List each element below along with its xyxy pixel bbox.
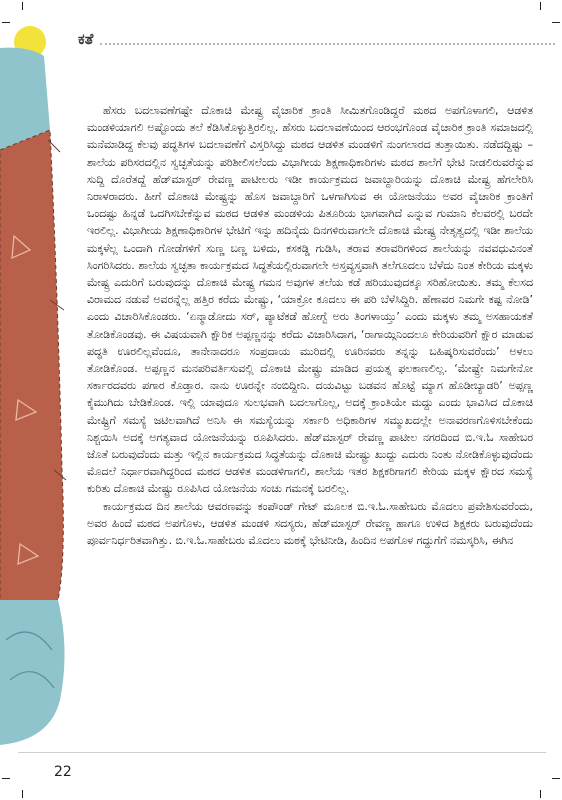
footer-rule <box>18 752 546 753</box>
crop-mark <box>540 790 541 798</box>
paragraph: ಹೆಸರು ಬದಲಾವಣೆಗಷ್ಟೇ ದೊಕಾಚಿ ಮೇಷ್ಟ್ರ ವೈಚಾರಿಕ ಕ್ರಾಂತಿ ಸೀಮಿತಗೊಂಡಿದ್ದರೆ ಮಠದ ಅಪಗೊಳಾಗಲಿ, ಆಡಳಿತ ಮಂಡಳಿಯಾಗಲಿ ಅಷ್ಟೊಂದು ತಲೆ ಕೆಡಿಸಿಕೊಳ್ಳುತ್ತಿರಲಿಲ್ಲ. ಹೆಸರು ಬದಲಾವಣೆಯಿಂದ ಆರಂಭಗೊಂಡ ವೈಚಾರಿಕ ಕ್ರಾಂತಿ ಸಮಾಜದಲ್ಲಿ ಮನೆಮಾಡಿದ್ದ ಕೆಲವು ಪದ್ಧತಿಗಳ ಬದಲಾವಣೆಗೆ ವಿಸ್ತರಿಸಿದ್ದು ಮಠದ ಆಡಳಿತ ಮಂಡಳಿಗೆ ನುಂಗಲಾರದ ತುತ್ತಾಯಿತು. ನಡೆದದ್ದಿಷ್ಟು – ಶಾಲೆಯ ಪರಿಸರದಲ್ಲಿನ ಸ್ವಚ್ಛತೆಯನ್ನು ಪರಿಶೀಲಿಸಲೆಂದು ವಿಭಾಗೀಯ ಶಿಕ್ಷಣಾಧಿಕಾರಿಗಳು ಮಠದ ಶಾಲೆಗೆ ಭೇಟಿ ನೀಡಲಿರುವರೆನ್ನುವ ಸುದ್ದಿ ದೊರೆತದ್ದೆ ಹೆಡ್‌ಮಾಸ್ಟರ್ ರೇವಣ್ಣ ಪಾಟೀಲರು ಇಡೀ ಕಾರ್ಯಕ್ರಮದ ಜವಾಬ್ದಾರಿಯನ್ನು ದೊಕಾಚಿ ಮೇಷ್ಟ್ರ ಹೆಗಲೇರಿಸಿ ನಿರಾಳರಾದರು. ಹೀಗೆ ದೊಕಾಚಿ ಮೇಷ್ಟ್ರನ್ನು ಹೊಸ ಜವಾಬ್ದಾರಿಗೆ ಒಳಗಾಗಿಸುವ ಈ ಯೋಜನೆಯು ಅವರ ವೈಚಾರಿಕ ಕ್ರಾಂತಿಗೆ ಒಂದಷ್ಟು ಹಿನ್ನಡೆ ಒದಗಿಸಬೇಕೆನ್ನುವ ಮಠದ ಆಡಳಿತ ಮಂಡಳಿಯ ಪಿತೂರಿಯ ಭಾಗವಾಗಿದೆ ಎನ್ನುವ ಗುಮಾನಿ ಕೆಲವರಲ್ಲಿ ಬರದೇ ಇರಲಿಲ್ಲ. ವಿಭಾಗೀಯ ಶಿಕ್ಷಣಾಧಿಕಾರಿಗಳ ಭೇಟಿಗೆ ಇನ್ನು ಹದಿನೈದು ದಿನಗಳಿರುವಾಗಲೇ ದೊಕಾಚಿ ಮೇಷ್ಟ್ರ ನೇತೃತ್ವದಲ್ಲಿ ಇಡೀ ಶಾಲೆಯ ಮಕ್ಕಳೆಲ್ಲ ಒಂದಾಗಿ ಗೋಡೆಗಳಿಗೆ ಸುಣ್ಣ ಬಣ್ಣ ಬಳಿದು, ಕಸಕಡ್ಡಿ ಗುಡಿಸಿ, ತರಾವ ತರಾವರಿಗಳಿಂದ ಶಾಲೆಯನ್ನು ನವವಧುವಿನಂತೆ ಸಿಂಗರಿಸಿದರು. ಶಾಲೆಯ ಸ್ವಚ್ಛತಾ ಕಾರ್ಯಕ್ರಮದ ಸಿದ್ಧತೆಯಲ್ಲಿರುವಾಗಲೇ ಅಸ್ತವ್ಯಸ್ತವಾಗಿ ತಲೆಗೂದಲು ಬೆಳೆದು ನಿಂತ ಕೇರಿಯ ಮಕ್ಕಳು ಮೇಷ್ಟ್ರ ಎದುರಿಗೆ ಬರುವುದನ್ನು ದೊಕಾಚಿ ಮೇಷ್ಟ್ರ ಗಮನ ಅವುಗಳ ತಲೆಯ ಕಡೆ ಹರಿಯುವುದಕ್ಕೂ ಸರಿಹೋಯಿತು. ತಮ್ಮ ಕೆಲಸದ ವಿರಾಮದ ನಡುವೆ ಅವರನ್ನೆಲ್ಲ ಹತ್ತಿರ ಕರೆದು ಮೇಷ್ಟ್ರು, ‘ಯಾಕ್ರೋ ಕೂದಲು ಈ ಪರಿ ಬೆಳೆಸಿದ್ದಿರಿ. ಹೆಣಾವರ ನಿಮಗೇ ಕಷ್ಟ ನೋಡಿ’ ಎಂದು ವಿಚಾರಿಸಿಕೊಂಡರು. ‘ಏನ್ಮಾಡೋದು ಸರ್, ಪ್ಯಾಟೆಕಡೆ ಹೋಗ್ಬೆ ಅರು ತಿಂಗಳಾಯ್ತು’ ಎಂದು ಮಕ್ಕಳು ತಮ್ಮ ಅಸಹಾಯಕತೆ ತೋಡಿಕೊಂಡವು. ಈ ವಿಷಯವಾಗಿ ಕ್ಷೌರಿಕ ಅಪ್ಪಣ್ಣನನ್ನು ಕರೆದು ವಿಚಾರಿಸಿದಾಗ, ‘ರಾಗಾಯ್ಗಿನಿಂದಲೂ ಕೇರಿಯವರಿಗೆ ಕ್ಷೌರ ಮಾಡುವ ಪದ್ಧತಿ ಊರಲಿಲ್ಲವೆಂದೂ, ತಾನೇನಾದರೂ ಸಂಪ್ರದಾಯ ಮುರಿದಲ್ಲಿ ಊರಿನವರು ತನ್ನನ್ನು ಬಹಿಷ್ಕರಿಸುವರೆಂದು’ ಅಳಲು ತೋಡಿಕೊಂಡ. ಅಪ್ಪಣ್ಣನ ಮನಪರಿವರ್ತಿಸುವಲ್ಲಿ ದೊಕಾಚಿ ಮೇಷ್ಟ್ರು ಮಾಡಿದ ಪ್ರಯತ್ನ ಫಲಕಾಣಲಿಲ್ಲ. ‘ಮೇಷ್ಟ್ರೇ ನಿಮಗೇನೋ ಸರ್ಕಾರದವರು ಪಗಾರ ಕೊಡ್ತಾರ. ನಾನು ಊರನ್ನೇ ನಂಬಿದ್ದೀನಿ. ದಯವಿಟ್ಟು ಬಡವನ ಹೊಟ್ಟೆ ಮ್ಯಾಗ ಹೊಡೀಬ್ಯಾಡರಿ’ ಅಪ್ಪಣ್ಣ ಕೈಮುಗಿದು ಬೇಡಿಕೊಂಡ. ಇಲ್ಲಿ ಯಾವುದೂ ಸುಲಭವಾಗಿ ಬದಲಾಗೊಲ್ಲ, ಅದಕ್ಕೆ ಕ್ರಾಂತಿಯೇ ಮದ್ದು ಎಂದು ಭಾವಿಸಿದ ದೊಕಾಚಿ ಮೇಷ್ಟ್ರಿಗೆ ಸಮಸ್ಯೆ ಜಟಿಲವಾಗಿದೆ ಅನಿಸಿ ಈ ಸಮಸ್ಯೆಯನ್ನು ಸರ್ಕಾರಿ ಅಧಿಕಾರಿಗಳ ಸಮ್ಮುಖದಲ್ಲೇ ಅನಾವರಣಗೊಳಿಸಬೇಕೆಂದು ನಿಶ್ಚಯಿಸಿ ಅದಕ್ಕೆ ಅಗತ್ಯವಾದ ಯೋಜನೆಯನ್ನು ರೂಪಿಸಿದರು. ಹೆಡ್‌ಮಾಸ್ಟರ್ ರೇವಣ್ಣ ಪಾಟೀಲ ನಗರದಿಂದ ಬಿ.ಇ.ಓ ಸಾಹೇಬರ ಜೊತೆ ಬರುವುದೆಂದು ಮತ್ತು ಇಲ್ಲಿನ ಕಾರ್ಯಕ್ರಮದ ಸಿದ್ಧತೆಯನ್ನು ದೊಕಾಚಿ ಮೇಷ್ಟ್ರು ಖುದ್ದು ಎದುರು ನಿಂತು ನೋಡಿಕೊಳ್ಳುವುದೆಂದು ಮೊದಲೆ ನಿರ್ಧಾರವಾಗಿದ್ದರಿಂದ ಮಠದ ಆಡಳಿತ ಮಂಡಳಿಗಾಗಲಿ, ಶಾಲೆಯ ಇತರ ಶಿಕ್ಷಕರಿಗಾಗಲಿ ಕೇರಿಯ ಮಕ್ಕಳ ಕ್ಷೌರದ ಸಮಸ್ಯೆ ಕುರಿತು ದೊಕಾಚಿ ಮೇಷ್ಟ್ರು ರೂಪಿಸಿದ ಯೋಜನೆಯ ಸಂಚು ಗಮನಕ್ಕೆ ಬರಲಿಲ್ಲ. <box>87 104 533 496</box>
story-body <box>87 102 533 549</box>
paragraph: ಕಾರ್ಯಕ್ರಮದ ದಿನ ಶಾಲೆಯ ಆವರಣವನ್ನು ಕಂಪೌಂಡ್ ಗೇಟ್ ಮೂಲಕ ಬಿ.ಇ.ಓ.ಸಾಹೇಬರು ಮೊದಲು ಪ್ರವೇಶಿಸುವರೆಂದು, ಅವರ ಹಿಂದೆ ಮಠದ ಅಪಗೊಳು, ಆಡಳಿತ ಮಂಡಳಿ ಸದಸ್ಯರು, ಹೆಡ್‌ಮಾಸ್ಟರ್ ರೇವಣ್ಣ ಹಾಗೂ ಉಳಿದ ಶಿಕ್ಷಕರು ಬರುವುದೆಂದು ಪೂರ್ವನಿರ್ಧರಿತವಾಗಿತ್ತು. ಬಿ.ಇ.ಓ.ಸಾಹೇಬರು ಮೊದಲು ಮಠಕ್ಕೆ ಭೇಟಿನೀಡಿ, ಹಿಂದಿನ ಅಪಗೊಳ ಗದ್ದುಗೆಗೆ ನಮಸ್ಕರಿಸಿ, ಈಗಿನ <box>87 499 533 548</box>
crop-mark <box>552 22 560 23</box>
crop-mark <box>540 2 541 10</box>
section-label: ಕತೆ <box>78 30 94 48</box>
header-dotted-rule <box>100 43 555 45</box>
decorative-side-illustration <box>0 0 80 800</box>
brick-patch <box>0 130 63 610</box>
crop-mark <box>552 778 560 779</box>
page-number: 22 <box>54 764 72 780</box>
teal-shape-bottom <box>0 600 65 745</box>
